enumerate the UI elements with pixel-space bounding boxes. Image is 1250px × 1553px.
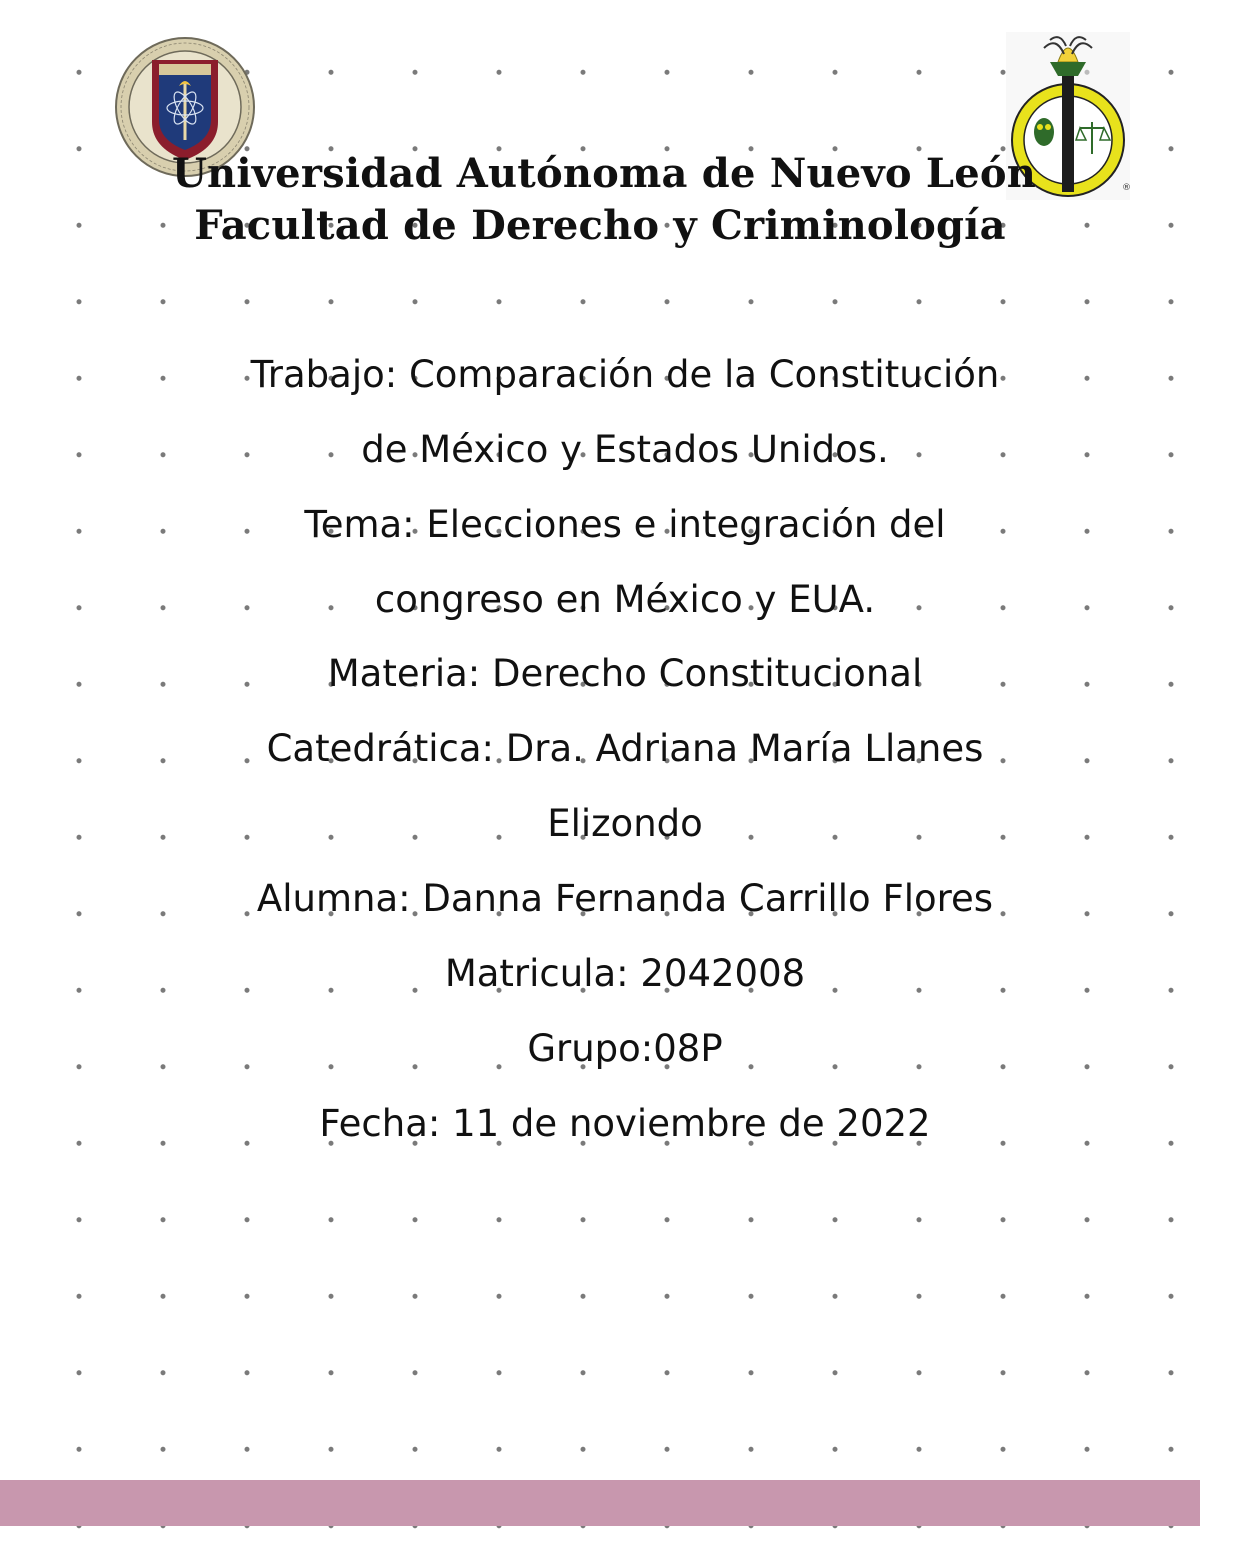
university-name: Universidad Autónoma de Nuevo León [171, 150, 1037, 197]
matricula: Matricula: 2042008 [444, 952, 806, 995]
faculty-name: Facultad de Derecho y Criminología [194, 202, 1006, 249]
materia: Materia: Derecho Constitucional [327, 652, 923, 695]
trabajo-line-1: Trabajo: Comparación de la Constitución [250, 353, 1000, 396]
trabajo-line-2: de México y Estados Unidos. [361, 428, 889, 471]
bottom-color-band [0, 1480, 1200, 1526]
alumna: Alumna: Danna Fernanda Carrillo Flores [256, 877, 994, 920]
svg-text:®: ® [1122, 183, 1131, 193]
fecha: Fecha: 11 de noviembre de 2022 [319, 1102, 931, 1145]
grupo: Grupo:08P [527, 1027, 723, 1070]
catedratica-line-1: Catedrática: Dra. Adriana María Llanes [266, 727, 984, 770]
tema-line-1: Tema: Elecciones e integración del [304, 503, 946, 546]
catedratica-line-2: Elizondo [547, 802, 703, 845]
tema-line-2: congreso en México y EUA. [374, 578, 876, 621]
